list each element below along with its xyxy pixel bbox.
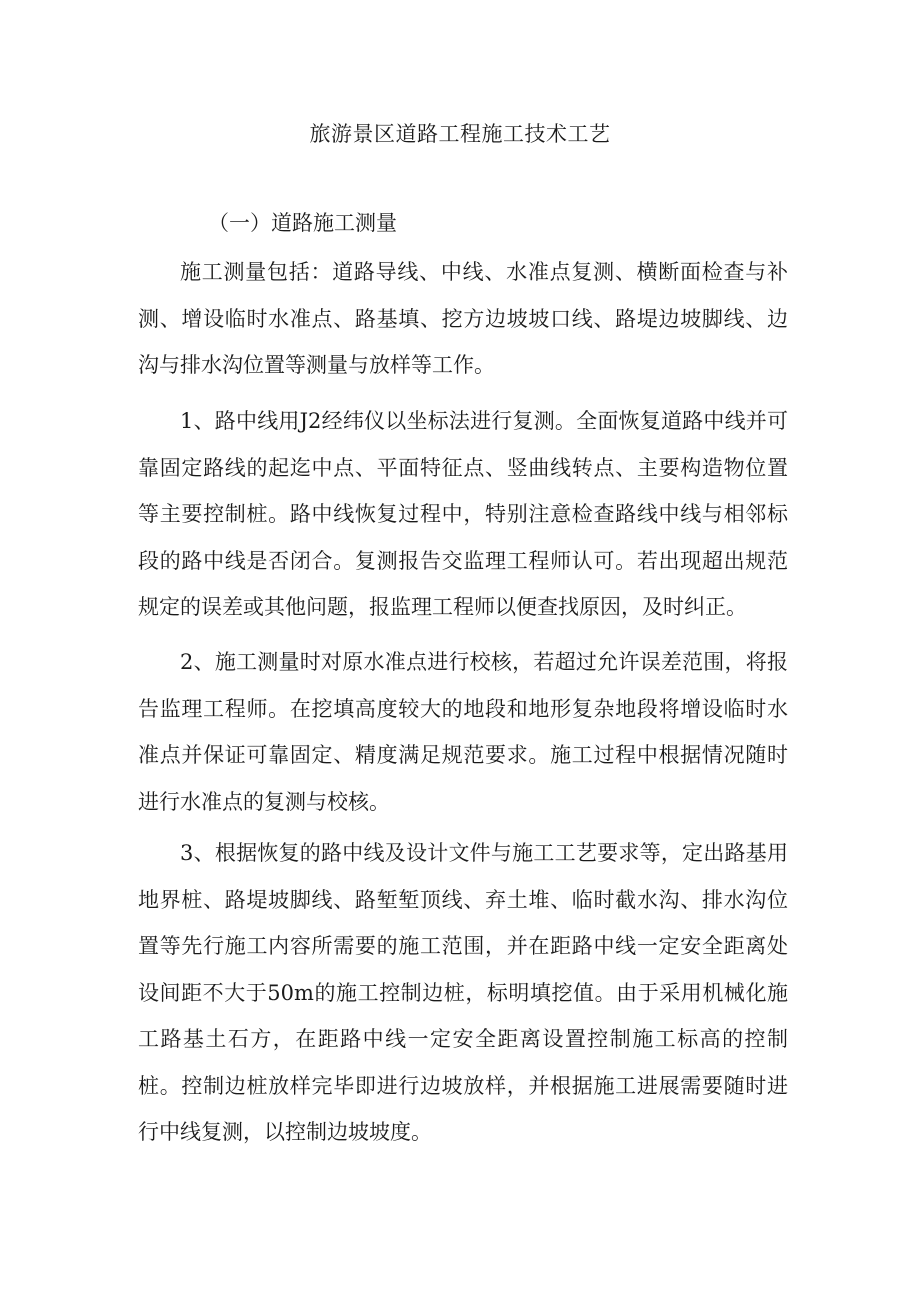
paragraph-staking-out: 3、根据恢复的路中线及设计文件与施工工艺要求等，定出路基用地界桩、路堤坡脚线、路堑堑顶线、弃土堆、临时截水沟、排水沟位置等先行施工内容所需要的施工范围，并在距路中线一定安全距离处设间距不大于50m的施工控制边桩，标明填挖值。由于采用机械化施工路基土石方，在距路中线一定安全距离设置控制施工标高的控制桩。控制边桩放样完毕即进行边坡放样，并根据施工进展需要随时进行中线复测，以控制边坡坡度。 [138,841,788,1144]
paragraph-centerline-survey: 1、路中线用J2经纬仪以坐标法进行复测。全面恢复道路中线并可靠固定路线的起迄中点、平面特征点、竖曲线转点、主要构造物位置等主要控制桩。路中线恢复过程中，特别注意检查路线中线与相邻标段的路中线是否闭合。复测报告交监理工程师认可。若出现超出规范规定的误差或其他问题，报监理工程师以便查找原因，及时纠正。 [138,409,788,619]
paragraph-survey-scope: 施工测量包括：道路导线、中线、水准点复测、横断面检查与补测、增设临时水准点、路基填、挖方边坡坡口线、路堤边坡脚线、边沟与排水沟位置等测量与放样等工作。 [138,260,788,377]
paragraph-benchmark-check: 2、施工测量时对原水准点进行校核，若超过允许误差范围，将报告监理工程师。在挖填高度较大的地段和地形复杂地段将增设临时水准点并保证可靠固定、精度满足规范要求。施工过程中根据情况随时进行水准点的复测与校核。 [138,650,788,814]
document-title: 旅游景区道路工程施工技术工艺 [309,122,611,146]
section-heading: （一）道路施工测量 [208,211,397,235]
